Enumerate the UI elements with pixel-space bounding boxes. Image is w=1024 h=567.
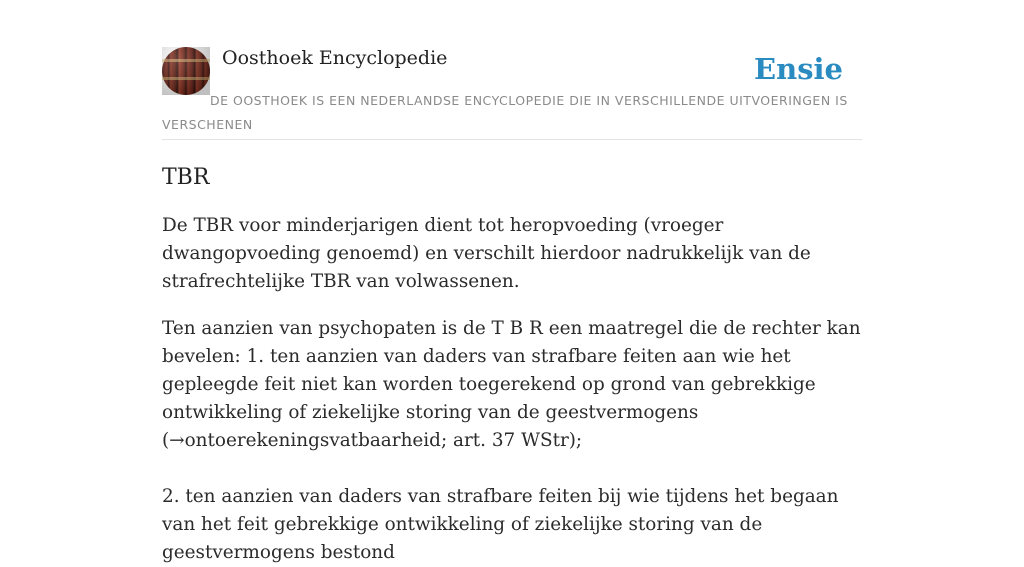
site-header (162, 0, 862, 140)
avatar-shine (162, 47, 210, 95)
content-container (162, 0, 862, 567)
article-title: TBR (162, 165, 210, 190)
site-title[interactable]: Oosthoek Encyclopedie (222, 47, 448, 69)
article-paragraph: De TBR voor minderjarigen dient tot heropvoeding (vroeger dwangopvoeding genoemd) en verschilt hierdoor nadrukkelijk van de strafrechtelijke TBR van volwassenen. (162, 215, 811, 292)
ensie-logo-link[interactable]: Ensie (754, 52, 843, 86)
encyclopedia-avatar[interactable] (162, 47, 210, 95)
site-tagline: DE OOSTHOEK IS EEN NEDERLANDSE ENCYCLOPEDIE DIE IN VERSCHILLENDE UITVOERINGEN IS VERSCHENEN (162, 93, 848, 132)
article-paragraph: 2. ten aanzien van daders van strafbare feiten bij wie tijdens het begaan van het feit gebrekkige ontwikkeling of ziekelijke storing van de geestvermogens bestond (162, 486, 839, 563)
article-paragraph: Ten aanzien van psychopaten is de T B R een maatregel die de rechter kan bevelen: 1. ten aanzien van daders van strafbare feiten aan wie het gepleegde feit niet kan worden toegerekend op grond van gebrekkige ontwikkeling of ziekelijke storing van de geestvermogens (→ontoerekeningsvatbaarheid; art. 37 WStr); (162, 318, 861, 451)
